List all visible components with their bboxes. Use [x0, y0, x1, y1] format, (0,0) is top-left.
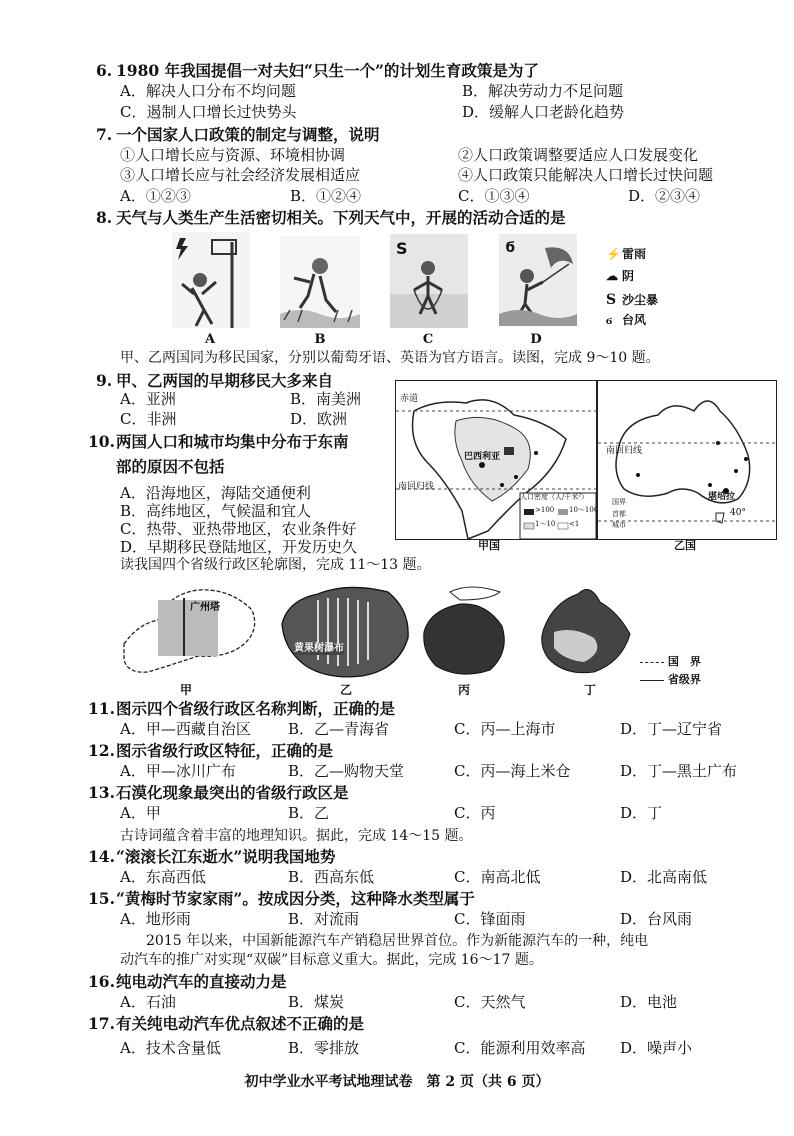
q14-option-a: A．东高西低	[120, 868, 206, 886]
svg-text:ϭ: ϭ	[505, 240, 516, 256]
q7-statement-2: ②人口政策调整要适应人口发展变化	[458, 146, 699, 164]
map-legend-d1: >100	[535, 506, 555, 514]
province-jia-outline	[118, 580, 264, 680]
q11-option-d: D．丁—辽宁省	[620, 720, 723, 738]
q11-option-a: A．甲—西藏自治区	[120, 720, 251, 738]
q10-option-c: C．热带、亚热带地区，农业条件好	[120, 520, 357, 538]
national-border-line	[640, 662, 664, 663]
q6-option-a: A．解决人口分布不均问题	[120, 82, 296, 100]
q6-stem: 1980 年我国提倡一对夫妇“只生一个”的计划生育政策是为了	[116, 61, 539, 80]
province-yi-outline	[278, 580, 414, 682]
q9-option-a: A．亚洲	[120, 390, 176, 408]
q7-statement-1: ①人口增长应与资源、环境相协调	[120, 146, 346, 164]
q9-option-b: B．南美洲	[290, 390, 362, 408]
map-jia-tropic-label: 南回归线	[398, 482, 435, 492]
q14-number: 14.	[88, 847, 115, 866]
province-bing-outline	[420, 582, 510, 678]
legend-typhoon: 台风	[622, 313, 647, 327]
province-label-ding: 丁	[584, 683, 597, 697]
q16-option-d: D．电池	[620, 993, 678, 1011]
q10-option-a: A．沿海地区，海陆交通便利	[120, 484, 311, 502]
svg-text:S: S	[396, 239, 408, 258]
page-footer: 初中学业水平考试地理试卷 第 2 页（共 6 页）	[244, 1074, 550, 1090]
q7-option-b: B．①②④	[290, 187, 362, 205]
q13-option-b: B．乙	[288, 804, 330, 822]
q12-option-d: D．丁—黑土广布	[620, 762, 738, 780]
province-ding-outline	[534, 582, 638, 678]
q9-option-d: D．欧洲	[290, 410, 348, 428]
map-legend-d4: <1	[569, 520, 580, 528]
legend-thunderstorm: 雷雨	[622, 247, 647, 261]
map-legend-border: 国界	[612, 498, 626, 506]
map-legend-capital: 首都	[612, 510, 626, 518]
q8-picture-d-typhoon-fishing	[499, 234, 577, 326]
q17-option-d: D．噪声小	[620, 1039, 693, 1057]
legend-cloudy: 阴	[622, 269, 635, 283]
q8-label-d: D	[530, 332, 542, 347]
map-yi-tropic-label: 南回归线	[606, 446, 643, 456]
q11-option-c: C．丙—上海市	[454, 720, 556, 738]
sandstorm-icon: S	[606, 292, 617, 308]
q17-stem: 有关纯电动汽车优点叙述不正确的是	[116, 1014, 365, 1033]
q7-statement-4: ④人口政策只能解决人口增长过快问题	[458, 166, 714, 184]
q17-option-b: B．零排放	[288, 1039, 360, 1057]
huangguoshu-label: 黄果树瀑布	[294, 643, 344, 654]
map-legend-d3: 1～10	[535, 520, 556, 528]
q8-picture-b-cloudy-farming	[280, 236, 360, 328]
legend-provincial-border: 省级界	[667, 673, 701, 686]
q9-stem: 甲、乙两国的早期移民大多来自	[116, 371, 334, 390]
q13-option-c: C．丙	[454, 804, 496, 822]
q9-option-c: C．非洲	[120, 410, 177, 428]
map-jia-capital-label: 巴西利亚	[464, 452, 501, 462]
map-legend-d2: 10～100	[569, 506, 599, 514]
q13-option-d: D．丁	[620, 804, 663, 822]
intro-9-10: 甲、乙两国同为移民国家，分别以葡萄牙语、英语为官方语言。读图，完成 9～10 题。	[120, 350, 660, 366]
weather-legend	[606, 248, 658, 336]
q15-option-d: D．台风雨	[620, 910, 693, 928]
map-yi-title: 乙国	[674, 539, 696, 552]
q15-option-a: A．地形雨	[120, 910, 191, 928]
q17-number: 17.	[88, 1014, 115, 1033]
q11-number: 11.	[88, 699, 115, 718]
map-jia-title: 甲国	[478, 539, 500, 552]
q14-option-d: D．北高南低	[620, 868, 708, 886]
q8-stem: 天气与人类生产生活密切相关。下列天气中，开展的活动合适的是	[116, 208, 566, 227]
q10-number: 10.	[88, 432, 115, 451]
map-yi-capital-label: 堪培拉	[708, 492, 736, 502]
q16-option-b: B．煤炭	[288, 993, 345, 1011]
q7-option-a: A．①②③	[120, 187, 191, 205]
q12-option-b: B．乙—购物天堂	[288, 762, 405, 780]
map-legend-title: 人口密度（人/千米²）	[520, 493, 589, 501]
q10-option-b: B．高纬地区，气候温和宜人	[120, 502, 312, 520]
q7-option-d: D．②③④	[628, 187, 701, 205]
q8-label-b: B	[314, 332, 326, 347]
q15-option-c: C．锋面雨	[454, 910, 526, 928]
q13-option-a: A．甲	[120, 804, 161, 822]
q16-option-a: A．石油	[120, 993, 176, 1011]
intro-16-17-line1: 2015 年以来，中国新能源汽车产销稳居世界首位。作为新能源汽车的一种，纯电	[146, 933, 649, 949]
province-label-yi: 乙	[340, 683, 353, 697]
map-legend-city: 城市	[612, 521, 626, 529]
intro-16-17-line2: 动汽车的推广对实现“双碳”目标意义重大。据此，完成 16～17 题。	[120, 952, 543, 968]
province-label-bing: 丙	[458, 683, 471, 697]
cloud-icon: ☁	[606, 269, 618, 283]
q11-option-b: B．乙—青海省	[288, 720, 390, 738]
q6-option-b: B．解决劳动力不足问题	[462, 82, 624, 100]
q15-option-b: B．对流雨	[288, 910, 360, 928]
q17-option-a: A．技术含量低	[120, 1039, 221, 1057]
q6-option-d: D．缓解人口老龄化趋势	[462, 103, 625, 121]
q10-stem-line2: 部的原因不包括	[116, 457, 225, 476]
q13-number: 13.	[88, 783, 115, 802]
province-label-jia: 甲	[180, 683, 193, 697]
q13-stem: 石漠化现象最突出的省级行政区是	[116, 783, 349, 802]
q14-option-b: B．西高东低	[288, 868, 375, 886]
q9-number: 9.	[96, 371, 113, 390]
q15-number: 15.	[88, 889, 115, 908]
q15-stem: “黄梅时节家家雨”。按成因分类，这种降水类型属于	[116, 889, 475, 908]
map-jia-equator-label: 赤道	[400, 394, 419, 404]
q12-number: 12.	[88, 741, 115, 760]
q6-option-c: C．遏制人口增长过快势头	[120, 103, 297, 121]
intro-11-13: 读我国四个省级行政区轮廓图，完成 11～13 题。	[120, 557, 431, 573]
q17-option-c: C．能源利用效率高	[454, 1039, 586, 1057]
q6-number: 6.	[96, 61, 113, 80]
q8-number: 8.	[96, 208, 113, 227]
q12-stem: 图示省级行政区特征，正确的是	[116, 741, 334, 760]
legend-sandstorm: 沙尘暴	[622, 293, 659, 307]
q7-number: 7.	[96, 125, 113, 144]
q8-picture-c-sandstorm-jumprope	[390, 234, 468, 328]
q12-option-c: C．丙—海上米仓	[454, 762, 571, 780]
thunderstorm-icon: ⚡	[606, 247, 621, 261]
q7-stem: 一个国家人口政策的制定与调整，说明	[116, 125, 380, 144]
q12-option-a: A．甲—冰川广布	[120, 762, 236, 780]
legend-national-border: 国 界	[667, 655, 701, 668]
q7-statement-3: ③人口增长应与社会经济发展相适应	[120, 166, 361, 184]
typhoon-icon: ϭ	[606, 313, 613, 327]
map-yi-latitude-label: 40°	[730, 508, 746, 518]
q8-label-c: C	[422, 332, 434, 347]
q7-option-c: C．①③④	[458, 187, 530, 205]
q10-option-d: D．早期移民登陆地区，开发历史久	[120, 538, 358, 556]
q14-option-c: C．南高北低	[454, 868, 541, 886]
q11-stem: 图示四个省级行政区名称判断，正确的是	[116, 699, 396, 718]
q16-option-c: C．天然气	[454, 993, 526, 1011]
intro-14-15: 古诗词蕴含着丰富的地理知识。据此，完成 14～15 题。	[120, 828, 473, 844]
q16-number: 16.	[88, 972, 115, 991]
province-legend	[640, 656, 701, 692]
q14-stem: “滚滚长江东逝水”说明我国地势	[116, 847, 336, 866]
q8-picture-a-thunderstorm-basketball	[172, 232, 250, 328]
guangzhou-tower-label: 广州塔	[190, 602, 220, 613]
q10-stem-line1: 两国人口和城市均集中分布于东南	[116, 432, 349, 451]
q16-stem: 纯电动汽车的直接动力是	[116, 972, 287, 991]
q8-label-a: A	[204, 332, 216, 347]
provincial-border-line	[640, 680, 664, 681]
